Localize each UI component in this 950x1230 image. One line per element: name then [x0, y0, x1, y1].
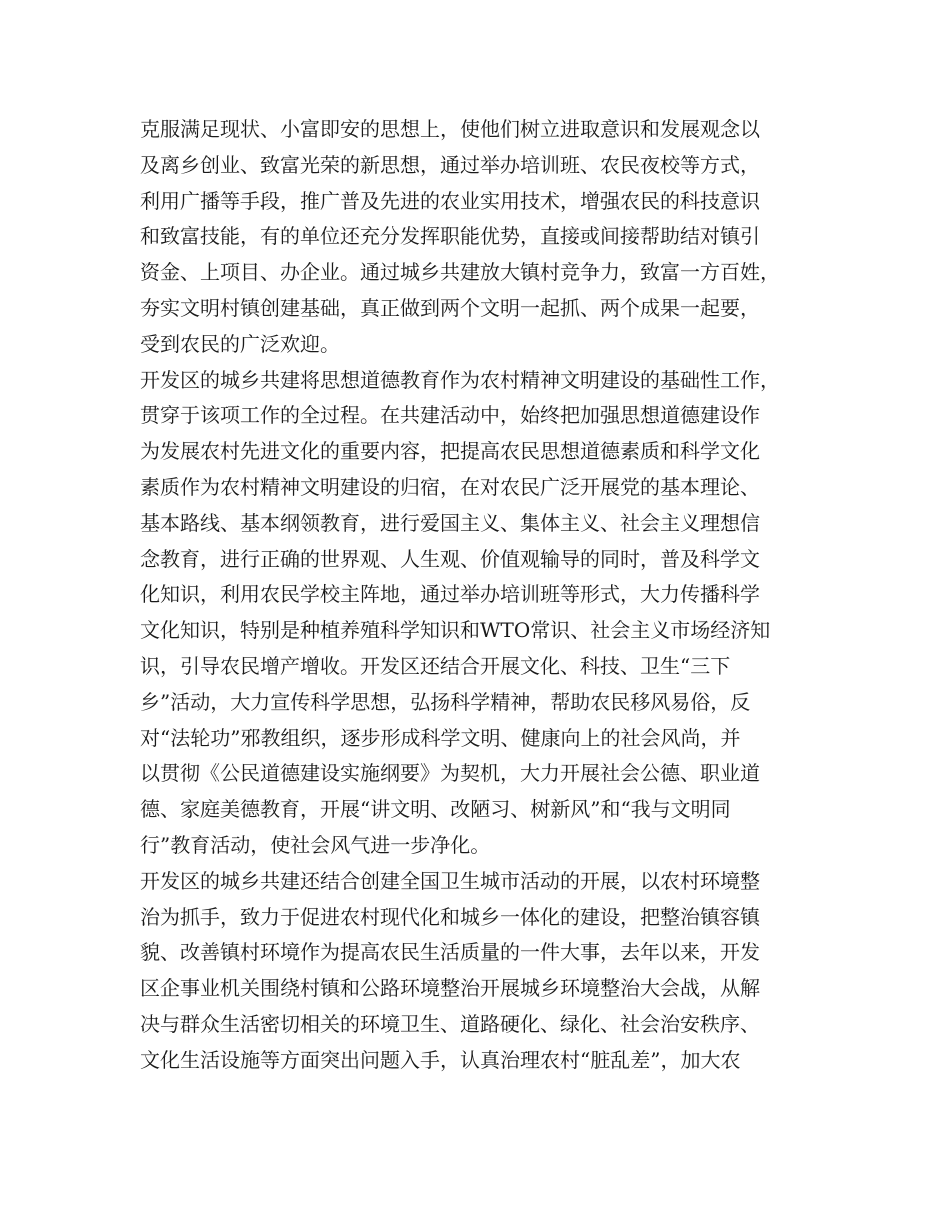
- text-line-18: 对“法轮功”邪教组织，逐步形成科学文明、健康向上的社会风尚，并: [140, 725, 741, 750]
- text-line-6: 夯实文明村镇创建基础，真正做到两个文明一起抓、两个成果一起要，: [140, 295, 760, 320]
- text-line-15: 文化知识，特别是种植养殖科学知识和WTO常识、社会主义市场经济知: [140, 618, 771, 643]
- text-line-21: 行”教育活动，使社会风气进一步净化。: [140, 832, 491, 857]
- text-line-20: 德、家庭美德教育，开展“讲文明、改陋习、树新风”和“我与文明同: [140, 797, 731, 822]
- text-line-11: 素质作为农村精神文明建设的归宿，在对农民广泛开展党的基本理论、: [140, 474, 760, 499]
- text-line-9: 贯穿于该项工作的全过程。在共建活动中，始终把加强思想道德建设作: [140, 403, 760, 428]
- text-line-13: 念教育，进行正确的世界观、人生观、价值观输导的同时，普及科学文: [140, 546, 760, 571]
- text-line-16: 识，引导农民增产增收。开发区还结合开展文化、科技、卫生“三下: [140, 653, 731, 678]
- text-line-26: 决与群众生活密切相关的环境卫生、道路硬化、绿化、社会治安秩序、: [140, 1011, 760, 1036]
- text-line-24: 貌、改善镇村环境作为提高农民生活质量的一件大事，去年以来，开发: [140, 940, 760, 965]
- text-line-8: 开发区的城乡共建将思想道德教育作为农村精神文明建设的基础性工作，: [140, 367, 780, 392]
- body-text: [140, 112, 840, 1079]
- text-line-10: 为发展农村先进文化的重要内容，把提高农民思想道德素质和科学文化: [140, 439, 760, 464]
- text-line-3: 利用广播等手段，推广普及先进的农业实用技术，增强农民的科技意识: [140, 188, 760, 213]
- text-line-12: 基本路线、基本纲领教育，进行爱国主义、集体主义、社会主义理想信: [140, 510, 760, 535]
- text-line-1: 克服满足现状、小富即安的思想上，使他们树立进取意识和发展观念以: [140, 117, 760, 141]
- text-line-23: 治为抓手，致力于促进农村现代化和城乡一体化的建设，把整治镇容镇: [140, 904, 760, 929]
- text-line-25: 区企事业机关围绕村镇和公路环境整治开展城乡环境整治大会战，从解: [140, 976, 760, 1001]
- text-line-2: 及离乡创业、致富光荣的新思想，通过举办培训班、农民夜校等方式，: [140, 152, 760, 177]
- text-line-27: 文化生活设施等方面突出问题入手，认真治理农村“脏乱差”，加大农: [140, 1047, 741, 1072]
- text-line-19: 以贯彻《公民道德建设实施纲要》为契机，大力开展社会公德、职业道: [140, 761, 760, 786]
- text-line-7: 受到农民的广泛欢迎。: [140, 331, 340, 356]
- text-line-22: 开发区的城乡共建还结合创建全国卫生城市活动的开展，以农村环境整: [140, 868, 760, 893]
- text-line-14: 化知识，利用农民学校主阵地，通过举办培训班等形式，大力传播科学: [140, 582, 760, 607]
- text-line-5: 资金、上项目、办企业。通过城乡共建放大镇村竞争力，致富一方百姓，: [140, 260, 780, 285]
- text-line-17: 乡”活动，大力宣传科学思想，弘扬科学精神，帮助农民移风易俗，反: [140, 689, 751, 714]
- text-line-4: 和致富技能，有的单位还充分发挥职能优势，直接或间接帮助结对镇引: [140, 224, 760, 249]
